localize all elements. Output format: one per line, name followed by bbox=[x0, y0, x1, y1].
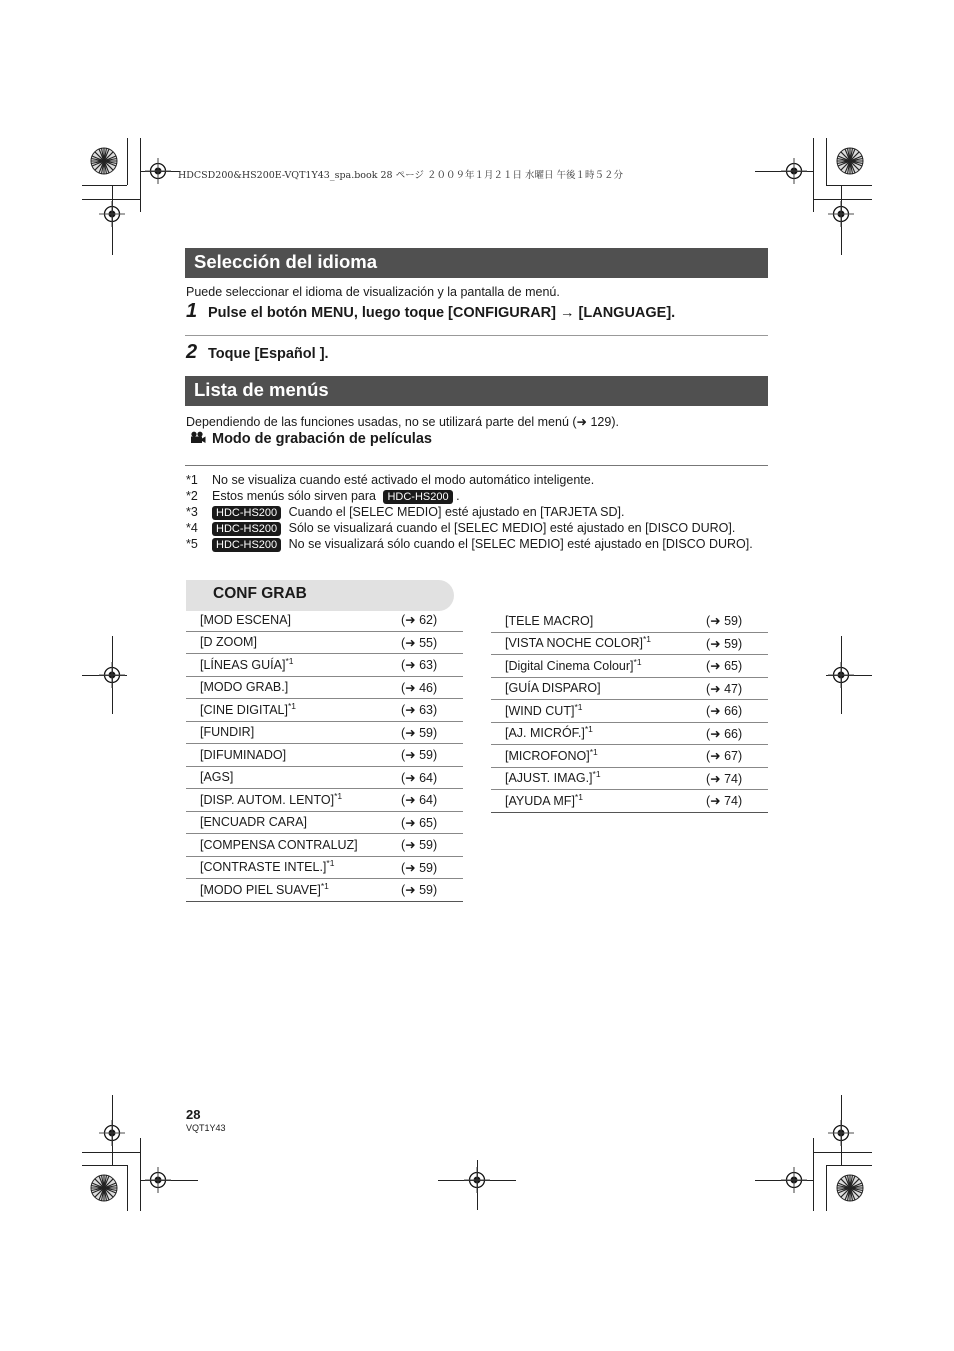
menu-item-name bbox=[186, 834, 401, 857]
footnote-5 bbox=[186, 537, 753, 552]
menu-item-label: [DIFUMINADO] bbox=[200, 747, 287, 762]
menu-item-name bbox=[186, 856, 401, 879]
print-header: HDCSD200&HS200E-VQT1Y43_spa.book 28 ページ ２００９年１月２１日 水曜日 午後１時５２分 bbox=[178, 170, 623, 181]
footnote-4 bbox=[186, 521, 735, 536]
footnote-mark: *2 bbox=[186, 489, 198, 503]
menu-item-label: [MODO GRAB.] bbox=[200, 680, 289, 695]
footnote-ref: *1 bbox=[633, 656, 642, 667]
footnote-ref: *1 bbox=[326, 858, 335, 869]
menu-item-name bbox=[186, 699, 401, 722]
model-badge: HDC-HS200 bbox=[383, 490, 452, 504]
table-row bbox=[186, 879, 463, 902]
footnote-ref: *1 bbox=[584, 724, 593, 735]
footnote-mark: *4 bbox=[186, 521, 198, 535]
section-title-language: Selección del idioma bbox=[185, 248, 768, 278]
page-number: 28 bbox=[186, 1107, 201, 1122]
page-reference: (➜ 65) bbox=[706, 655, 768, 678]
menu-item-label: [TELE MACRO] bbox=[505, 613, 594, 628]
menu-item-label: [CINE DIGITAL] bbox=[200, 702, 288, 717]
movie-mode-heading bbox=[190, 430, 432, 448]
section-title-menu-list: Lista de menús bbox=[185, 376, 768, 406]
menu-item-label: [AJUST. IMAG.] bbox=[505, 771, 593, 786]
table-row bbox=[491, 767, 768, 790]
menu-item-name bbox=[186, 654, 401, 677]
table-row bbox=[186, 699, 463, 722]
menu-item-name bbox=[491, 700, 706, 723]
menu-item-label: [COMPENSA CONTRALUZ] bbox=[200, 837, 358, 852]
step-number: 2 bbox=[186, 341, 198, 363]
movie-camera-icon bbox=[190, 431, 206, 444]
menu-item-name bbox=[491, 722, 706, 745]
page-reference: (➜ 65) bbox=[401, 811, 463, 834]
footnote-mark: *5 bbox=[186, 537, 198, 551]
menu-item-name bbox=[186, 744, 401, 767]
page-reference: (➜ 47) bbox=[706, 677, 768, 700]
movie-mode-title: Modo de grabación de películas bbox=[212, 431, 432, 447]
page-reference: (➜ 59) bbox=[401, 856, 463, 879]
table-row bbox=[186, 744, 463, 767]
menu-item-label: [AYUDA MF] bbox=[505, 793, 575, 808]
divider bbox=[185, 465, 768, 466]
model-badge: HDC-HS200 bbox=[212, 506, 281, 520]
page-reference: (➜ 74) bbox=[706, 790, 768, 813]
menu-item-name bbox=[186, 721, 401, 744]
footnote-text: Cuando el [SELEC MEDIO] esté ajustado en [TARJETA SD]. bbox=[288, 505, 625, 519]
menu-item-label: [MOD ESCENA] bbox=[200, 612, 291, 627]
menu-item-name bbox=[186, 609, 401, 631]
table-row bbox=[491, 745, 768, 768]
page-reference: (➜ 63) bbox=[401, 654, 463, 677]
menu-item-label: [WIND CUT] bbox=[505, 703, 575, 718]
footnote-ref: *1 bbox=[287, 700, 297, 711]
page-reference: (➜ 64) bbox=[401, 766, 463, 789]
step-text: Toque [Español ]. bbox=[208, 346, 329, 362]
table-row bbox=[186, 609, 463, 631]
conf-grab-tab: CONF GRAB bbox=[186, 580, 454, 611]
step-1 bbox=[186, 300, 675, 323]
table-row bbox=[186, 834, 463, 857]
footnote-1 bbox=[186, 473, 594, 487]
menu-item-label: [D ZOOM] bbox=[200, 635, 257, 650]
page-reference: (➜ 59) bbox=[401, 744, 463, 767]
page-reference: (➜ 63) bbox=[401, 699, 463, 722]
menu-item-label: [AJ. MICRÓF.] bbox=[505, 726, 585, 741]
menu-item-name bbox=[186, 811, 401, 834]
table-row bbox=[186, 654, 463, 677]
page-reference: (➜ 66) bbox=[706, 722, 768, 745]
table-row bbox=[186, 676, 463, 699]
menu-item-name bbox=[491, 632, 706, 655]
page-reference: (➜ 67) bbox=[706, 745, 768, 768]
menu-item-name bbox=[491, 767, 706, 790]
footnote-ref: *1 bbox=[592, 769, 601, 780]
menu-item-name bbox=[491, 745, 706, 768]
menu-item-label: [LÍNEAS GUÍA] bbox=[200, 657, 286, 672]
footnote-ref: *1 bbox=[334, 790, 343, 801]
footnote-mark: *1 bbox=[186, 473, 198, 487]
menu-item-name bbox=[186, 879, 401, 902]
menu-item-label: [VISTA NOCHE COLOR] bbox=[505, 636, 643, 651]
footnote-ref: *1 bbox=[285, 655, 294, 666]
footnote-ref: *1 bbox=[643, 634, 652, 645]
menu-item-label: [Digital Cinema Colour] bbox=[505, 658, 634, 673]
menu-item-name bbox=[186, 789, 401, 812]
footnote-ref: *1 bbox=[320, 880, 329, 891]
menu-table-left bbox=[186, 609, 463, 902]
menu-item-label: [GUÍA DISPARO] bbox=[505, 681, 601, 696]
divider bbox=[185, 335, 768, 336]
menu-item-name bbox=[186, 631, 401, 654]
menu-item-label: [MICROFONO] bbox=[505, 748, 590, 763]
page-reference: (➜ 59) bbox=[401, 721, 463, 744]
menu-item-label: [MODO PIEL SUAVE] bbox=[200, 882, 321, 897]
model-badge: HDC-HS200 bbox=[212, 522, 281, 536]
table-row bbox=[491, 790, 768, 813]
footnote-ref: *1 bbox=[574, 791, 583, 802]
menu-item-name bbox=[491, 610, 706, 632]
step-text: Pulse el botón MENU, luego toque [CONFIGURAR] → [LANGUAGE]. bbox=[208, 305, 676, 321]
table-row bbox=[491, 722, 768, 745]
footnote-text: Estos menús sólo sirven para bbox=[212, 489, 376, 503]
footnote-ref: *1 bbox=[589, 746, 598, 757]
document-code: VQT1Y43 bbox=[186, 1123, 226, 1133]
page-reference: (➜ 59) bbox=[401, 879, 463, 902]
menu-item-label: [AGS] bbox=[200, 770, 234, 785]
menu-item-label: [FUNDIR] bbox=[200, 725, 255, 740]
menu-table-right bbox=[491, 610, 768, 813]
page-reference: (➜ 62) bbox=[401, 609, 463, 631]
page-reference: (➜ 66) bbox=[706, 700, 768, 723]
footnote-2: *2 Estos menús sólo sirven para HDC-HS200 . bbox=[186, 489, 460, 503]
page-reference: (➜ 59) bbox=[706, 610, 768, 632]
menu-item-label: [CONTRASTE INTEL.] bbox=[200, 860, 327, 875]
table-row bbox=[186, 631, 463, 654]
table-row bbox=[491, 632, 768, 655]
page-reference: (➜ 59) bbox=[401, 834, 463, 857]
footnote-text: Sólo se visualizará cuando el [SELEC MEDIO] esté ajustado en [DISCO DURO]. bbox=[288, 521, 736, 535]
table-row bbox=[186, 811, 463, 834]
menu-item-label: [ENCUADR CARA] bbox=[200, 815, 307, 830]
table-row bbox=[491, 655, 768, 678]
table-row bbox=[491, 677, 768, 700]
table-row bbox=[186, 766, 463, 789]
page-reference: (➜ 59) bbox=[706, 632, 768, 655]
footnote-mark: *3 bbox=[186, 505, 198, 519]
model-badge: HDC-HS200 bbox=[212, 538, 281, 552]
table-row bbox=[491, 610, 768, 632]
menu-item-name bbox=[491, 790, 706, 813]
footnote-text: No se visualiza cuando esté activado el modo automático inteligente. bbox=[212, 473, 595, 487]
language-intro: Puede seleccionar el idioma de visualización y la pantalla de menú. bbox=[186, 285, 560, 299]
page-reference: (➜ 74) bbox=[706, 767, 768, 790]
page-reference: (➜ 55) bbox=[401, 631, 463, 654]
table-row bbox=[186, 789, 463, 812]
menu-list-intro: Dependiendo de las funciones usadas, no se utilizará parte del menú (➜ 129). bbox=[186, 415, 619, 429]
menu-item-name bbox=[186, 766, 401, 789]
step-2 bbox=[186, 341, 329, 364]
menu-item-name bbox=[491, 655, 706, 678]
step-number: 1 bbox=[186, 300, 198, 322]
table-row bbox=[491, 700, 768, 723]
table-row bbox=[186, 856, 463, 879]
menu-item-name bbox=[491, 677, 706, 700]
table-row bbox=[186, 721, 463, 744]
menu-item-label: [DISP. AUTOM. LENTO] bbox=[200, 792, 335, 807]
page-reference: (➜ 64) bbox=[401, 789, 463, 812]
footnote-text: No se visualizará sólo cuando el [SELEC MEDIO] esté ajustado en [DISCO DURO]. bbox=[288, 537, 753, 551]
menu-item-name bbox=[186, 676, 401, 699]
footnote-3 bbox=[186, 505, 624, 520]
footnote-ref: *1 bbox=[574, 701, 583, 712]
page-reference: (➜ 46) bbox=[401, 676, 463, 699]
